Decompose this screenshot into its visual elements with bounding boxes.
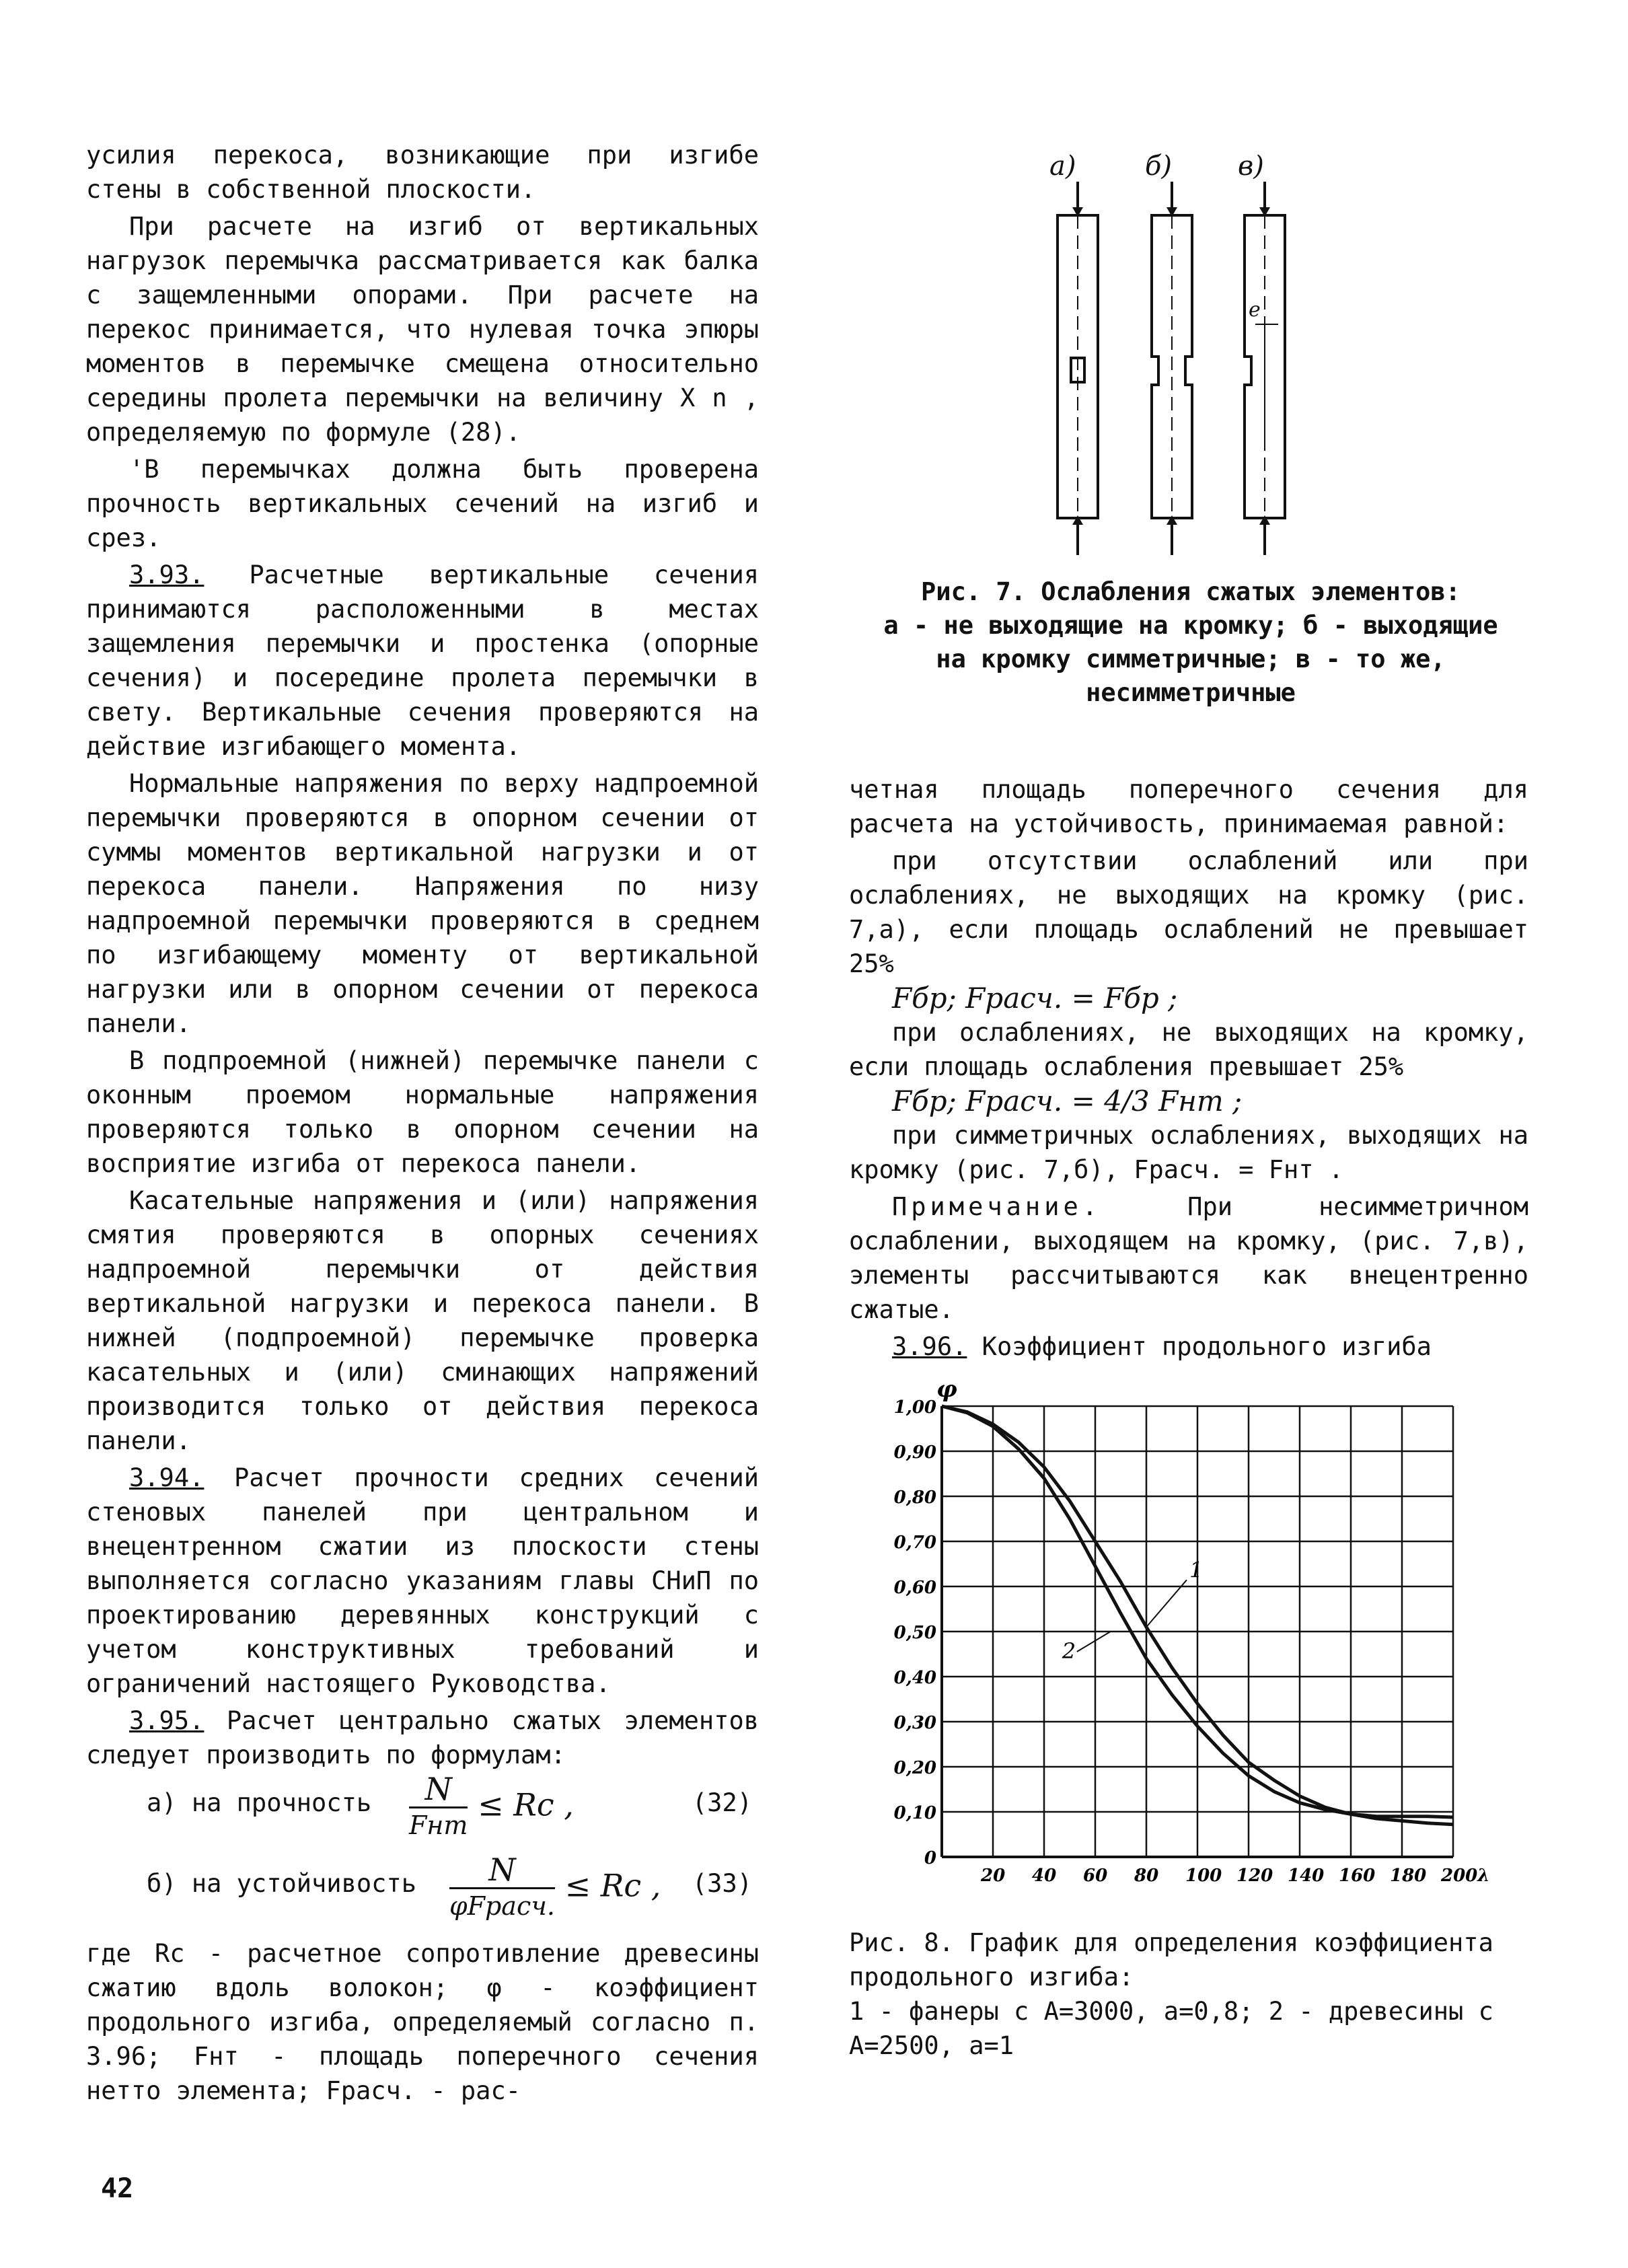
x-tick-label: 200λ [1441,1866,1490,1886]
paragraph: В подпроемной (нижней) перемычке панели с оконным проемом нормальные напряжения проверяются только в опорном сечении на восприятие изгиба от перекоса панели. [86,1046,759,1178]
fraction-denominator: φFрасч. [449,1891,555,1921]
x-tick-label: 180 [1390,1866,1427,1886]
caption-line: а - не выходящие на кромку; б - выходящие [883,611,1498,640]
paragraph-395 [86,1704,759,1772]
paragraph: При расчете на изгиб от вертикальных нагрузок перемычка рассматривается как балка с защемленными опорами. При расчете на перекос принимается, что нулевая точка эпюры моментов в перемычке смещена относительно середины пролета перемычки на величину Х n , определяемую по формуле (28). [86,212,759,447]
paragraph-text: Расчет прочности средних сечений стеновых панелей при центральном и внецентренном сжатии из плоскости стены выполняется согласно указаниям главы СНиП по проектированию деревянных конструкций с учетом конструктивных требований и ограничений настоящего Руководства. [86,1463,759,1698]
formula-line: Fбр; Fрасч. = 4/3 Fнт ; [892,1085,1243,1118]
series-label-leader [1077,1632,1111,1652]
series-label: 2 [1062,1638,1076,1664]
x-tick-label: 80 [1134,1866,1159,1886]
figure-7-caption [844,575,1537,710]
section-number: 3.95. [129,1706,205,1735]
figure-7-diagram [1023,148,1372,565]
x-tick-label: 60 [1083,1866,1108,1886]
y-tick-label: 0,60 [893,1578,936,1598]
paragraph: при отсутствии ослаблений или при ослаблениях, не выходящих на кромку (рис. 7,а), если площадь ослаблений не превышает 25% [849,846,1528,978]
y-tick-label: 0,20 [893,1758,936,1778]
section-number: 3.96. [892,1332,967,1361]
fig7-label-v: в) [1238,151,1264,182]
formula-33 [86,1853,759,1934]
fig7-label-b: б) [1145,151,1173,182]
section-number: 3.93. [129,560,205,589]
chart-grid [942,1406,1453,1857]
paragraph-393 [86,558,759,764]
y-tick-label: 0,30 [893,1713,936,1733]
paragraph-396 [849,1329,1528,1364]
series-label: 1 [1189,1557,1204,1583]
x-tick-label: 120 [1236,1866,1273,1886]
page-number: 42 [101,2173,134,2204]
figure-8-caption [849,1926,1528,2063]
series-labels [1062,1557,1204,1664]
paragraph: Касательные напряжения и (или) напряжения смятия проверяются в опорных сечениях надпроемной перемычки от действия вертикальной нагрузки и перекоса панели. В нижней (подпроемной) перемычке проверка касательных и (или) сминающих напряжений производится только от действия перекоса панели. [86,1186,759,1455]
x-tick-label: 40 [1032,1866,1057,1886]
paragraph-text: Расчетные вертикальные сечения принимаются расположенными в местах защемления перемычки и простенка (опорные сечения) и посередине пролета перемычки в свету. Вертикальные сечения проверяются на действие изгибающего момента. [86,560,759,761]
x-tick-label: 140 [1288,1866,1325,1886]
formula-label: а) на прочность [147,1788,372,1817]
x-tick-label: 20 [981,1866,1006,1886]
right-column [849,772,1528,1364]
section-number: 3.94. [129,1463,205,1492]
formula-32 [86,1772,759,1853]
paragraph: Нормальные напряжения по верху надпроемной перемычки проверяются в опорном сечении от суммы моментов вертикальной нагрузки и от перекоса панели. Напряжения по низу надпроемной перемычки проверяются в среднем по изгибающему моменту от вертикальной нагрузки или в опорном сечении от перекоса панели. [86,769,759,1038]
y-tick-label: 0,70 [893,1533,936,1553]
x-tick-label: 100 [1185,1866,1222,1886]
note-text: При несимметричном ослаблении, выходящем на кромку, (рис. 7,в), элементы рассчитываются как внецентренно сжатые. [849,1192,1528,1324]
y-tick-label: 0,50 [893,1623,936,1643]
fig7-label-e: e [1249,298,1261,322]
fig7-label-a: а) [1049,151,1076,182]
formula-rhs: ≤ Rс , [478,1786,574,1823]
note-paragraph [849,1190,1528,1327]
fraction-denominator: Fнт [409,1810,468,1840]
y-tick-label: 0,40 [893,1668,936,1688]
y-tick-label: 0,80 [893,1488,936,1508]
equation-number: (32) [692,1788,752,1817]
y-tick-label: 0,90 [893,1442,936,1463]
y-tick-label: 0 [924,1848,936,1868]
x-tick-label: 160 [1339,1866,1376,1886]
paragraph: при ослаблениях, не выходящих на кромку, если площадь ослабления превышает 25% [849,1018,1528,1081]
paragraph-394 [86,1461,759,1701]
y-axis-label: φ [936,1376,957,1403]
paragraph: усилия перекоса, возникающие при изгибе стены в собственной плоскости. [86,141,759,204]
figure-8-chart [875,1373,1490,1911]
fraction-numerator: N [409,1772,468,1808]
formula-rhs: ≤ Rс , [564,1867,661,1904]
caption-line: на кромку симметричные; в - то же, несимметричные [936,645,1446,707]
paragraph: 'В перемычках должна быть проверена прочность вертикальных сечений на изгиб и срез. [86,455,759,552]
caption-line: Рис. 7. Ослабления сжатых элементов: [921,577,1460,606]
formula-label: б) на устойчивость [147,1869,416,1898]
left-column [86,138,759,2108]
note-lead: Примечание. [892,1192,1102,1221]
formula-expression [449,1853,661,1924]
caption-line: 1 - фанеры с А=3000, а=0,8; 2 - древесины с А=2500, а=1 [849,1997,1493,2060]
fraction-numerator: N [449,1853,555,1889]
paragraph: где Rс - расчетное сопротивление древесины сжатию вдоль волокон; φ - коэффициент продольного изгиба, определяемый согласно п. 3.96; Fнт - площадь поперечного сечения нетто элемента; Fрасч. - рас- [86,1939,759,2105]
paragraph: четная площадь поперечного сечения для расчета на устойчивость, принимаемая равной: [849,775,1528,838]
caption-line: Рис. 8. График для определения коэффициента продольного изгиба: [849,1928,1493,1991]
paragraph-text: Расчет центрально сжатых элементов следует производить по формулам: [86,1706,759,1769]
y-tick-label: 1,00 [893,1397,936,1418]
formula-line: Fбр; Fрасч. = Fбр ; [892,982,1178,1015]
y-tick-label: 0,10 [893,1803,936,1823]
equation-number: (33) [692,1869,752,1898]
paragraph: при симметричных ослаблениях, выходящих на кромку (рис. 7,б), Fрасч. = Fнт . [849,1121,1528,1184]
formula-expression [409,1772,574,1843]
paragraph-text: Коэффициент продольного изгиба [967,1332,1432,1361]
